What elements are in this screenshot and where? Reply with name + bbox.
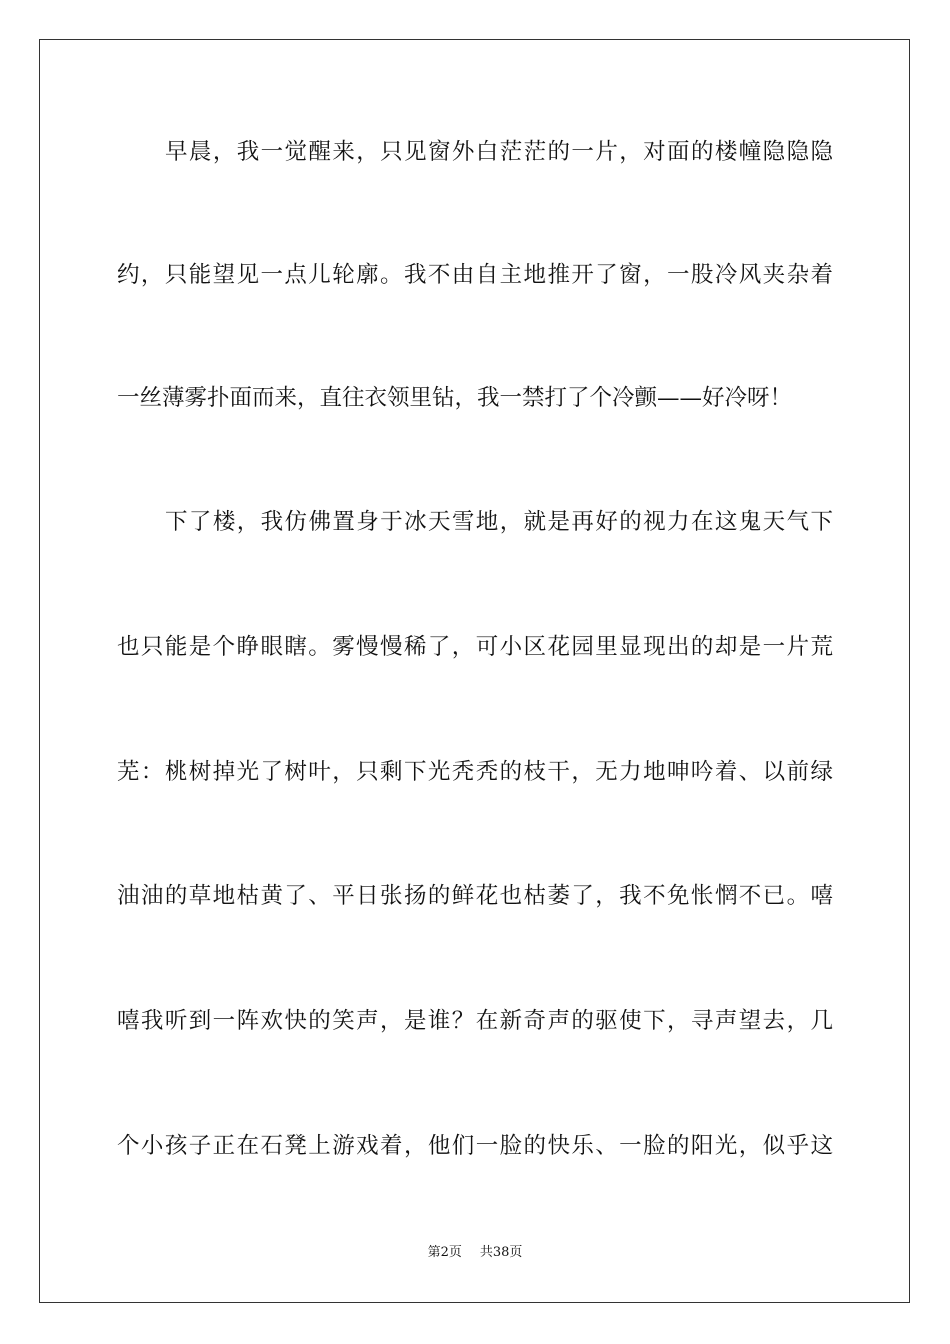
text-line: 也只能是个睁眼瞎。雾慢慢稀了，可小区花园里显现出的却是一片荒 [117,634,833,660]
text-line: 早晨，我一觉醒来，只见窗外白茫茫的一片，对面的楼幢隐隐隐 [165,139,833,165]
text-line: 芜：桃树掉光了树叶，只剩下光秃秃的枝干，无力地呻吟着、以前绿 [117,759,833,785]
text-line: 嘻我听到一阵欢快的笑声，是谁？在新奇声的驱使下，寻声望去，几 [117,1008,833,1034]
page-footer [0,1243,950,1263]
text-line: 油油的草地枯黄了、平日张扬的鲜花也枯萎了，我不免怅惘不已。嘻 [117,883,833,909]
total-pages: 共38页 [479,1245,523,1260]
text-line: 下了楼，我仿佛置身于冰天雪地，就是再好的视力在这鬼天气下 [165,509,833,535]
text-line: 一丝薄雾扑面而来，直往衣领里钻，我一禁打了个冷颤——好冷呀！ [117,385,793,411]
page-number: 第2页 [427,1245,462,1260]
text-line: 约，只能望见一点儿轮廓。我不由自主地推开了窗，一股冷风夹杂着 [117,262,833,288]
text-line: 个小孩子正在石凳上游戏着，他们一脸的快乐、一脸的阳光，似乎这 [117,1133,833,1159]
